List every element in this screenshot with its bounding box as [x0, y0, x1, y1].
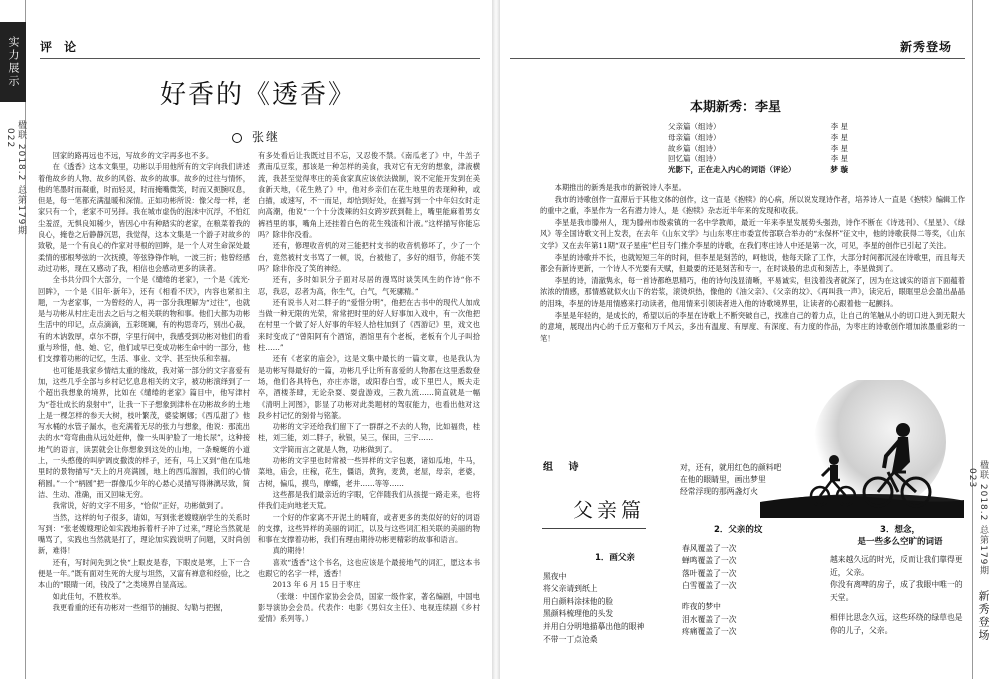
article-column-1 [38, 150, 250, 679]
toc-author: 李 星 [830, 154, 848, 164]
paragraph: 我更看重的还有功彬对一些细节的捕捉、勾勒与把握， [52, 602, 228, 612]
toc-item [668, 122, 848, 133]
paragraph: 李星是年轻的，是成长的，希望以后的李星在诗歌上不断突破自己，找准自己的着力点，让自己的笔触从小的切口进入到无限大的意境，展现出内心的千丘万壑和万千风云，多出有温度、有厚度、有深度、有力度的作品，为枣庄的诗歌创作增加浓墨重彩的一笔！ [540, 310, 965, 343]
poem-subtitle: 2．父亲的坟 [714, 525, 763, 535]
article-author [232, 128, 280, 145]
poem-draw-father [543, 552, 683, 646]
poem-line: 用白颜料涂抹他的脸 [543, 596, 614, 606]
feature-contents [668, 122, 848, 176]
poem-father-grave [682, 524, 822, 639]
paragraph: 在《透香》这本文集里，功彬以手用他所有的文字向我们讲述着他故乡的人物、故乡的风俗、故乡的故事。故乡的过往与情怀，他的笔墨时而凝重，时而轻灵，时而掩嘴微笑，时而又扼腕叹息，但是，每一笔都充满温暖和深情。正如功彬所说：像父母一样，老家只有一个，老家不可另择。我在城市虚伪的泡沫中沉浮，不怕红尘羞涩，无惧良知稀少，皆因心中有种踏实的老家，在粮菜着我的良心，掩卷之后静静沉思，我觉得，这本文集是一个游子对故乡的致敬，是一个有良心的作家对寻根的回眸，是一个人对生命深处最柔情的那根琴弦的一次抚摸，等弦铮铮作响，一波三折；他曾经感动过功彬，现在又感动了我，相信也会感动更多的读者。 [38, 162, 250, 273]
toc-item [668, 154, 848, 165]
toc-item [668, 133, 848, 144]
left-side-band [0, 0, 26, 679]
page-gutter [492, 0, 500, 679]
toc-item [668, 165, 848, 176]
poem-line: 将父亲请到纸上 [543, 584, 598, 594]
toc-label: 光影下，正在走入内心的词语（评论） [668, 165, 796, 175]
paragraph: 真的期待！ [272, 546, 310, 556]
right-section-label: 新秀登场 [977, 590, 990, 642]
toc-label: 父亲篇（组诗） [668, 122, 721, 131]
poem-title-rule [542, 528, 646, 529]
feature-intro [540, 182, 965, 344]
article-column-2 [258, 150, 480, 679]
paragraph: 李星的诗，清澈隽永，每一首诗都绝思精巧，他的诗句浅显清晰，平易诚实，但浅着浅者就深了，因为在这诚实的语言下面蕴着浓浓的情感，那情感就似火山下的岩浆，滚烫炽热，像他的《油父亲》、《父亲的坟》、《再叫我一声》，读完后，眼眶里总会盈出晶晶的泪珠，李星的诗是用情感来打动读者，他用情来引领读者进入他的诗歌境界里，让读者的心跟着他一起颤抖。 [540, 275, 965, 308]
poem-line: 昨夜的梦中 [682, 601, 721, 611]
poem-subtitle [830, 524, 970, 548]
paragraph: 还有说书人对二胖子的“爱惜分明”，他把在古书中的现代人加成当做一种无限的光荣，常常把时里的好人好事加入戏中，有一次他把在村里一个做了好人好事的年轻人拾柱加到了《西游记》里，戏文也来时变成了“曾阳阿有个酒馆，酒馆里有个老板，老板有个儿子叫拾柱……” [258, 297, 480, 353]
poem-line: 黑夜中 [543, 571, 567, 581]
paragraph: 还有，修理收音机的对三能把村支书的收音机修坏了，少了一个台，竟然被村支书骂了一顿，说，台被他了，多好的细节，你能不笑吗？除非你没了笑的神经。 [258, 241, 480, 273]
poem-line: 你没有离啤的房子，成了我眼中唯一的天堂。 [830, 580, 963, 602]
poem-line: 疼痛覆盖了一次 [682, 627, 737, 637]
right-header: 新秀登场 [900, 40, 953, 54]
poem-missing [830, 524, 970, 638]
paragraph: 本期推出的新秀是我市的新锐诗人李星。 [554, 183, 686, 192]
paragraph: 这些都是我们最亲近的字眼，它伴随我们从孩提一路走来，也将伴我们走向地老天荒。 [258, 489, 480, 511]
paragraph: 文学简而言之就是人物，功彬做到了。 [272, 444, 397, 454]
paragraph: 李星是我市滕州人，现为滕州市级索镇的一名中学教师，最近一年来李星发展势头强劲，诗作不断在《诗选刊》、《星星》、《绿风》等全国诗歌文刊上发表，在去年《山东文学》与山东枣庄市委宣传部联合举办的“永保杯”征文中，他的诗歌获得二等奖，《山东文学》又在去年第11期“双子星座”栏目专门推介李星的诗歌，在我们枣庄诗人中还是第一次，可见，李星的创作已引起了关注。 [540, 217, 965, 250]
poem-line: 春风覆盖了一次 [682, 543, 737, 553]
stanza-gap [830, 604, 970, 612]
paragraph: 有多处看后让我既过目不忘，又忍俊不禁。《南瓜老了》中，牛羔子煮南瓜豆浆，那该是一种怎样的美食，我对它有无穷的想象，津液横流，我甚至觉得枣庄的美食家真应该依法做制，说不定能开发到在美食新天地，《花生熟了》中，他对乡亲们在花生地里的表现种种，或白描，或速写，不一而足，却恰到好处，在描写到一个中年妇女时走向高潮，他说“一个十分泼辣的妇女跨岁跃到鞋上，嘴里能麻着男女裤裆里的事，嘴角上还挂着白色的花生残渣和汁液。”这样描写你能忘吗？除非你没看。 [258, 151, 480, 240]
poem-line: 相伴比思念久远，这些环绕的绿草也是你的儿子，父亲。 [830, 613, 963, 635]
toc-item [668, 144, 848, 155]
poem-line: 落叶覆盖了一次 [682, 568, 737, 578]
poem-series-title: 父亲篇 [573, 498, 645, 522]
right-side-band [967, 0, 994, 679]
left-header: 评 论 [40, 40, 81, 54]
poem-line: 不带一丁点沧桑 [543, 634, 598, 644]
paragraph: 如此佳句，不胜枚举。 [52, 591, 126, 601]
paragraph: 喜欢“透香”这个书名，这也应该是个最接地气的词汇，愿这本书也跟它的名字一样，透香！ [258, 557, 480, 578]
right-journal-text: 楹联 2018.2 总第179期 [978, 460, 988, 576]
paragraph: 还有，多时如识分子面对尽居的漫骂时谈笑风生的作诗“你不忍，我忍，忍者为高，你生气，白气，气死骡精。” [258, 275, 480, 296]
paragraph: 功彬的文字里也时常被一些异样的文字包裹，诸如瓜地，牛马，菜地，庙会，庄稼，花生，僵语，黄狗，麦黄，老屋，母亲，老婆，古树，偏瓜，摸鸟，摩蝶，老井……等等…… [258, 456, 480, 488]
poem-line: 蝉鸣覆盖了一次 [682, 556, 737, 566]
toc-author: 梦 璇 [830, 165, 848, 175]
left-journal-text: 楹联 2018.2 总第179期 [16, 120, 26, 236]
paragraph: 李星的诗歌并不长，也就短短三年的时间，但李星是刻苦的，呵他说，他每天除了工作，大部分时间都沉浸在诗歌里，而且每天都会有新诗更新，一个诗人不光要有天赋，但最要的还是刻苦和专一，在时谈般的忠贞和刻苦上，李星做到了。 [540, 252, 965, 274]
poem-line: 并用白分明地描摹出他的眼神 [543, 621, 645, 631]
paragraph: 当然，这样的句子很多，请如，写到张老嫂嫂崩学生的关系时写到：“张老嫂嫂理论如实践地拆着杆子冲了过来，”理论当然就是嘴骂了，实践也当然就是打了，理论加实践说明了问题，又时尚创新，难得！ [38, 512, 250, 556]
toc-author: 李 星 [830, 143, 848, 153]
paragraph: 也可能是我家乡情结太重的缘故，我对第一部分的文字喜爱有加，这些几乎全部与乡村记忆息息相关的文字，被功彬演绎到了一个超出我想象的境界，比如在《缱绻的老家》篇目中，他写津村为“苍壮成长的泉射中”，让我一下子想象到津朴在功彬故乡的土地上是一棵怎样的参天大树，枝叶繁茂，婆娑婀娜；《西瓜甜了》他写水桶的水管子漏水，也充满着无尽的张力与想象，他说：那流出去的水“弯弯曲曲从远处赶伸，像一头叫驴脸了一地长尿”，这种接地气的语言，读罢就会让你想象到这处的山地，一条蜿蜒的小道上，一头憨傻的叫驴调皮撒泼的样子，还有，马上又到“他在瓜地里时的景物描写“天上的月亮满圆，地上的西瓜溜圆，我们的心情稍圆。”一个“柄圆”把一群像瓜少年的心悬心灵描写得淋漓尽致，简洁、生动、准确，而又回味无穷。 [38, 365, 250, 499]
poem-line: 泪水覆盖了一次 [682, 614, 737, 624]
poem-subtitle-line: 是一些多么空旷的词语 [857, 537, 943, 547]
toc-label: 母亲篇（组诗） [668, 132, 721, 142]
poem-line: 经常浮现的那两盏灯火 [680, 487, 758, 497]
poem-line: 黑颜料梳理他的头发 [543, 609, 614, 619]
left-section-label: 实力展示 [0, 22, 26, 102]
paragraph: 全书共分四个大部分，一个是《缱绻的老家》，一个是《流光·回眸》，一个是《旧年·新年》，还有《相看不厌》，内容也紧扣主题，一为老家事，一为曾经的人，再一部分我理解为“过往”，也就是与功彬从村庄走出去之后与之相关联的物和事。他们大都为功彬生活中的印记，点点滴滴，五彩斑斓，有的构思奇巧，别出心裁，有的木讷敦厚，卓尔不群，字里行间中，我感受到功彬对他们的看重与珍惜，他、她、它，他们或早已变成功彬生命中的一部分，他们支撑着功彬的记忆，生活、事业、文学、甚至快乐和幸福。 [38, 275, 250, 364]
toc-label: 故乡篇（组诗） [668, 143, 721, 153]
article-date: 2013 年 6 月 15 日于枣庄 [272, 580, 361, 590]
poem-line: 越来越久远的时光，反而让我们靠得更近，父亲。 [830, 555, 963, 577]
toc-label: 回忆篇（组诗） [668, 154, 721, 164]
left-header-rule [40, 58, 480, 59]
paragraph: 回家的路再远也不远，写故乡的文字再多也不多。 [52, 151, 214, 160]
poem-line: 在他的眼睛里，画出梦里 [680, 475, 766, 485]
left-journal-info [5, 120, 28, 235]
paragraph: 还有《老家的庙会》，这是文集中最长的一篇文章，也是我认为是功彬写得最好的一篇，功彬几乎让所有喜爱的人物都在这里悉数登场，他们各具特色，亦庄亦谐，或阳春白雪，或下里巴人，贩夫走卒，酒楼茶肆，无论杂耍、耍盘游戏，三教九流……简直就是一幅《清明上河图》，影显了功彬对此类题材的驾驭能力，也看出他对这段乡村记忆的刻骨与铭篆。 [258, 354, 480, 420]
paragraph: 一个好的作家离不开泥土的哺育，或者更多的类似好的好的词语的支撑，这些异样的美丽的词汇，以及与这些词汇相关联的美丽的物和事在支撑着功彬，我们有理由期待功彬更精彩的故事和语言。 [258, 512, 480, 545]
poem-line: 对，还有，就用红色的颜料吧 [680, 463, 782, 472]
poem-section-label: 组 诗 [543, 462, 585, 473]
poem-subtitle: 1．画父亲 [595, 553, 635, 563]
right-journal-info [967, 460, 990, 575]
poem-line: 白雪覆盖了一次 [682, 581, 737, 591]
stanza-gap [682, 593, 822, 601]
circle-icon [232, 133, 242, 143]
right-page-number: 023 [967, 468, 977, 489]
paragraph: 还有，写时间先到之快“上眼皮是春，下眼皮是寒，上下一合便是一年。”既有面对生死的大度与坦然，又富有禅意和经验，比之本山的“眼睛一闭，钱没了”之类境界自显高远。 [38, 557, 250, 590]
right-header-rule [510, 58, 965, 59]
paragraph: 我市的诗歌创作一直滞后于其他文体的创作，这一直是《抱犊》的心病，所以说发现诗作者，培养诗人一直是《抱犊》编辑工作的重中之重，李星作为一名有潜力诗人，是《抱犊》杂志近半年来的发现和收获。 [540, 194, 965, 216]
author-bio: （张继：中国作家协会会员，国家一级作家，著名编剧，中国电影导演协会会员。代表作：电影《男妇女主任》、电视连续剧《乡村爱情》系列等。） [258, 591, 480, 624]
toc-author: 李 星 [830, 132, 848, 142]
author-name: 张继 [252, 130, 281, 144]
paragraph: 功彬的文字还给我们留下了一群群之不去的人物，比如福贵，桂桂，刘三能，刘二胖子，秋银，吴三，保田，三宇…… [258, 422, 480, 443]
poem-continuation [680, 462, 830, 499]
feature-title: 本期新秀：李星 [690, 100, 782, 115]
toc-author: 李 星 [830, 122, 848, 131]
article-title: 好香的《透香》 [160, 80, 357, 110]
poem-subtitle-line: 3．想念， [880, 525, 920, 535]
paragraph: 我常说，好的文字不用多，“恰似”正好，功彬做到了。 [52, 501, 228, 511]
left-page-number: 022 [5, 128, 15, 149]
